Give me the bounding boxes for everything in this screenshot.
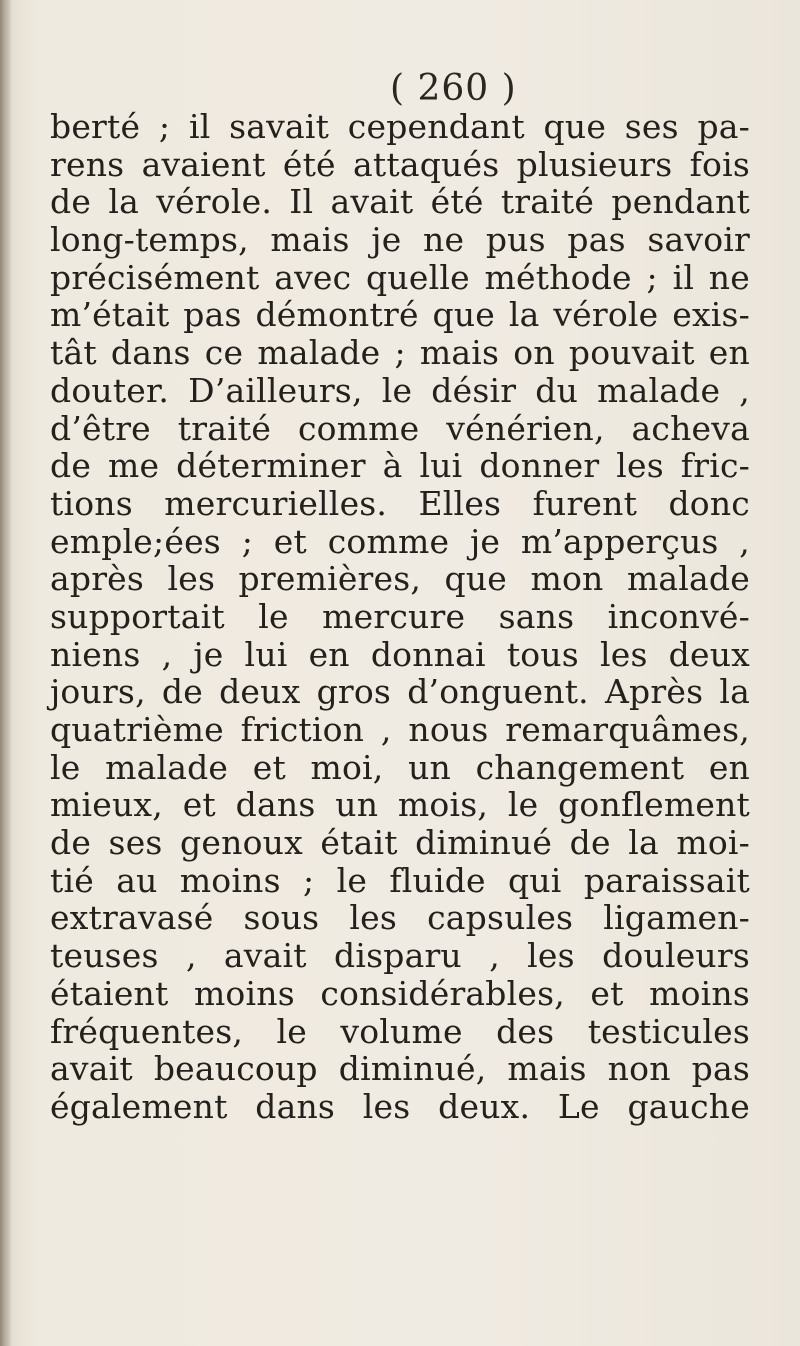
text-line: tât dans ce malade ; mais on pouvait en <box>50 333 750 373</box>
text-line: supportait le mercure sans inconvé- <box>50 596 750 636</box>
text-line: d’être traité comme vénérien, acheva <box>50 408 750 448</box>
text-line: douter. D’ailleurs, le désir du malade , <box>50 370 750 410</box>
text-line: niens , je lui en donnai tous les deux <box>50 634 750 674</box>
text-line: jours, de deux gros d’onguent. Après la <box>50 672 750 712</box>
text-line: mieux, et dans un mois, le gonflement <box>50 785 750 825</box>
text-line: également dans les deux. Le gauche <box>50 1086 750 1126</box>
text-line: teuses , avait disparu , les douleurs <box>50 936 750 976</box>
body-text <box>50 108 750 1126</box>
text-line: emple;ées ; et comme je m’apperçus , <box>50 521 750 561</box>
text-line: extravasé sous les capsules ligamen- <box>50 898 750 938</box>
text-line: quatrième friction , nous remarquâmes, <box>50 710 750 749</box>
text-line: précisément avec quelle méthode ; il ne <box>50 257 750 297</box>
text-line: long-temps, mais je ne pus pas savoir <box>50 220 750 260</box>
text-line: fréquentes, le volume des testicules <box>50 1011 750 1051</box>
text-line: de me déterminer à lui donner les fric- <box>50 446 750 486</box>
text-line: berté ; il savait cependant que ses pa- <box>50 107 750 146</box>
text-line: tions mercurielles. Elles furent donc <box>50 483 750 523</box>
text-line: le malade et moi, un changement en <box>50 747 750 787</box>
text-line: de ses genoux était diminué de la moi- <box>50 823 750 863</box>
text-line: après les premières, que mon malade <box>50 559 750 599</box>
text-line: tié au moins ; le fluide qui paraissait <box>50 860 750 900</box>
page-number: ( 260 ) <box>390 68 517 109</box>
text-line: avait beaucoup diminué, mais non pas <box>50 1049 750 1089</box>
text-line: m’était pas démontré que la vérole exis- <box>50 295 750 335</box>
text-line: de la vérole. Il avait été traité pendant <box>50 182 750 222</box>
text-line: rens avaient été attaqués plusieurs fois <box>50 144 750 184</box>
text-line: étaient moins considérables, et moins <box>50 973 750 1013</box>
page-gutter-shadow <box>0 0 12 1346</box>
